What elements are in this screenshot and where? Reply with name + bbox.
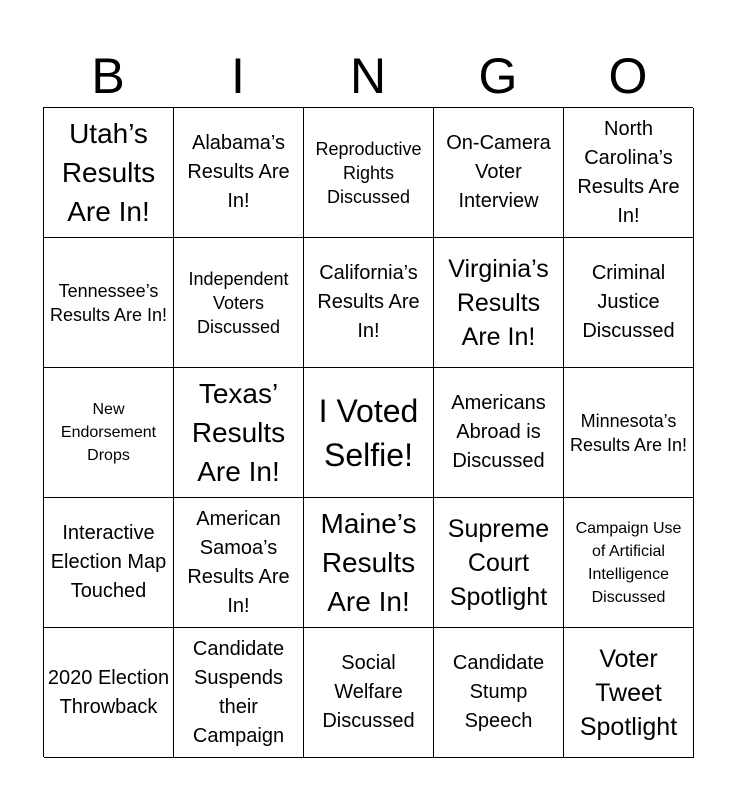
bingo-cell[interactable] <box>434 498 564 628</box>
cell-label: Voter Tweet Spotlight <box>579 644 678 741</box>
cell-label: Supreme Court Spotlight <box>447 514 550 611</box>
bingo-cell[interactable] <box>564 368 694 498</box>
header-letter-i: I <box>231 48 245 104</box>
cell-label: Americans Abroad is Discussed <box>451 392 546 472</box>
bingo-cell[interactable] <box>174 628 304 758</box>
bingo-header <box>43 45 693 107</box>
cell-label: Tennessee’s Results Are In! <box>49 280 168 325</box>
cell-label: Texas’ Results Are In! <box>191 378 286 487</box>
cell-label: Alabama’s Results Are In! <box>187 132 290 212</box>
cell-label: Criminal Justice Discussed <box>582 262 675 342</box>
bingo-cell[interactable] <box>434 368 564 498</box>
cell-label: Independent Voters Discussed <box>188 268 289 337</box>
bingo-cell[interactable] <box>434 238 564 368</box>
cell-label: American Samoa’s Results Are In! <box>187 507 290 617</box>
cell-label: Social Welfare Discussed <box>322 652 415 732</box>
cell-label: Candidate Suspends their Campaign <box>192 637 285 747</box>
cell-label: Virginia’s Results Are In! <box>448 254 549 351</box>
cell-label: Reproductive Rights Discussed <box>315 138 422 207</box>
bingo-cell[interactable] <box>564 108 694 238</box>
bingo-cell[interactable] <box>44 108 174 238</box>
cell-label: I Voted Selfie! <box>318 392 419 473</box>
bingo-cell[interactable] <box>304 108 434 238</box>
bingo-cell[interactable] <box>434 108 564 238</box>
bingo-cell[interactable] <box>174 238 304 368</box>
bingo-cell[interactable] <box>564 498 694 628</box>
header-letter-g: G <box>478 48 518 104</box>
bingo-cell[interactable] <box>564 628 694 758</box>
cell-label: California’s Results Are In! <box>317 262 420 342</box>
cell-label: New Endorsement Drops <box>60 401 157 464</box>
bingo-cell[interactable] <box>304 368 434 498</box>
cell-label: Utah’s Results Are In! <box>61 118 156 227</box>
header-letter-o: O <box>608 48 648 104</box>
cell-label: Campaign Use of Artificial Intelligence Discussed <box>575 519 682 606</box>
bingo-cell[interactable] <box>434 628 564 758</box>
header-letter-n: N <box>349 48 387 104</box>
cell-label: Candidate Stump Speech <box>452 652 545 732</box>
bingo-cell[interactable] <box>564 238 694 368</box>
bingo-cell[interactable] <box>44 628 174 758</box>
cell-label: Minnesota’s Results Are In! <box>569 410 688 455</box>
cell-label: On-Camera Voter Interview <box>446 132 551 212</box>
bingo-cell[interactable] <box>304 238 434 368</box>
bingo-cell[interactable] <box>174 368 304 498</box>
bingo-cell[interactable] <box>174 498 304 628</box>
cell-label: Interactive Election Map Touched <box>50 522 167 602</box>
bingo-cell[interactable] <box>304 498 434 628</box>
bingo-cell[interactable] <box>44 498 174 628</box>
cell-label: 2020 Election Throwback <box>47 666 170 718</box>
bingo-cell[interactable] <box>304 628 434 758</box>
bingo-cell[interactable] <box>44 368 174 498</box>
cell-label: Maine’s Results Are In! <box>320 508 417 617</box>
header-letter-b: B <box>91 48 125 104</box>
bingo-cell[interactable] <box>44 238 174 368</box>
bingo-grid <box>43 107 693 757</box>
cell-label: North Carolina’s Results Are In! <box>577 117 680 227</box>
bingo-cell[interactable] <box>174 108 304 238</box>
